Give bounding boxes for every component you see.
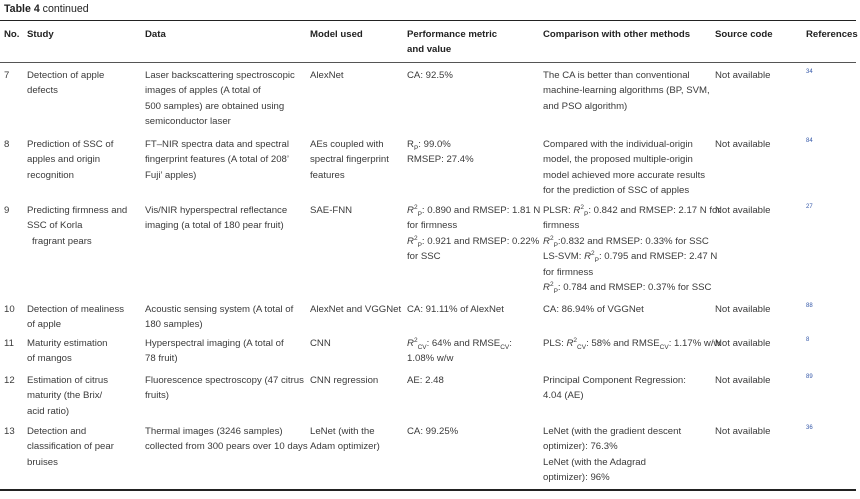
header-comparison: Comparison with other methods <box>543 29 691 40</box>
row-performance: $R^2_P$: 0.890 and RMSEP: 1.81 N for firmness $R^2_P$: 0.921 and RMSEP: 0.22% for SSC <box>407 203 541 263</box>
row-model: SAE-FNN <box>310 205 353 216</box>
header-references: References <box>806 29 858 40</box>
row-data: Thermal images (3246 samples) collected from 300 pears over 10 days <box>145 426 308 453</box>
row-no: 12 <box>4 375 15 386</box>
row-model: AEs coupled with spectral fingerprint features <box>310 139 389 181</box>
row-data: Laser backscattering spectroscopic images of apples (A total of 500 samples) are obtained using semiconductor laser <box>145 70 295 128</box>
row-model: LeNet (with the Adam optimizer) <box>310 426 380 453</box>
row-model: CNN regression <box>310 375 379 386</box>
header-no: No. <box>4 29 20 40</box>
row-comparison: PLSR: $R^2_P$: 0.842 and RMSEP: 2.17 N for firmness $R^2_P:0.832$ and RMSEP: 0.33% for SSC LS-SVM: $R^2_P$: 0.795 and RMSEP: 2.47 N for firmness $R^2_P$: 0.784 and RMSEP: 0.37% for SSC <box>543 203 721 295</box>
row-study: Detection of apple defects <box>27 70 105 97</box>
row-performance: CA: 92.5% <box>407 70 453 81</box>
row-data: FT–NIR spectra data and spectral fingerprint features (A total of 208’ Fuji’ apples) <box>145 139 289 181</box>
row-comparison: The CA is better than conventional machine-learning algorithms (BP, SVM, and PSO algorithm) <box>543 70 710 112</box>
row-source: Not available <box>715 375 771 386</box>
row-performance: CA: 99.25% <box>407 426 459 437</box>
row-source: Not available <box>715 70 771 81</box>
reference-link[interactable]: 89 <box>806 374 813 380</box>
row-study: Prediction of SSC of apples and origin recognition <box>27 139 114 181</box>
row-model: AlexNet <box>310 70 344 81</box>
row-study: Detection and classification of pear bruises <box>27 426 114 468</box>
row-source: Not available <box>715 139 771 150</box>
reference-link[interactable]: 27 <box>806 204 813 210</box>
row-no: 7 <box>4 70 10 81</box>
row-model: AlexNet and VGGNet <box>310 304 402 315</box>
row-performance: AE: 2.48 <box>407 375 444 386</box>
row-study: Predicting firmness and SSC of Korla fragrant pears <box>27 205 128 247</box>
row-comparison: Compared with the individual-origin model, the proposed multiple-origin model achieved more accurate results for the prediction of SSC of apples <box>543 139 706 197</box>
row-data: Hyperspectral imaging (A total of 78 fruit) <box>145 338 284 365</box>
row-performance: $R^2_{CV}$: 64% and $RMSE_{CV}$: 1.08% w/w <box>407 336 512 365</box>
header-study: Study <box>27 29 54 40</box>
header-performance: Performance metric and value <box>407 29 498 56</box>
reference-link[interactable]: 88 <box>806 303 813 309</box>
row-data: Fluorescence spectroscopy (47 citrus fruits) <box>145 375 304 402</box>
row-source: Not available <box>715 338 771 349</box>
row-model: CNN <box>310 338 331 349</box>
row-study: Detection of mealiness of apple <box>27 304 125 331</box>
row-no: 13 <box>4 426 15 437</box>
header-model: Model used <box>310 29 363 40</box>
header-rule <box>0 62 856 63</box>
row-no: 9 <box>4 205 10 216</box>
row-comparison: Principal Component Regression: 4.04 (AE) <box>543 375 686 402</box>
row-data: Vis/NIR hyperspectral reflectance imaging (a total of 180 pear fruit) <box>145 205 288 232</box>
reference-link[interactable]: 36 <box>806 425 813 431</box>
row-source: Not available <box>715 426 771 437</box>
table-label: Table 4 <box>4 3 40 15</box>
header-data: Data <box>145 29 166 40</box>
row-source: Not available <box>715 304 771 315</box>
row-study: Maturity estimation of mangos <box>27 338 108 365</box>
row-performance: $R_P$: 99.0% RMSEP: 27.4% <box>407 139 474 166</box>
reference-link[interactable]: 84 <box>806 138 813 144</box>
table-caption <box>4 2 89 17</box>
row-comparison: PLS: $R^2_{CV}$: 58% and $RMSE_{CV}$: 1.17% w/w <box>543 336 721 351</box>
row-comparison: CA: 86.94% of VGGNet <box>543 304 644 315</box>
table-continued: continued <box>42 3 89 15</box>
row-study: Estimation of citrus maturity (the Brix/ acid ratio) <box>27 375 109 417</box>
reference-link[interactable]: 34 <box>806 69 813 75</box>
row-no: 8 <box>4 139 10 150</box>
row-no: 11 <box>4 338 14 349</box>
row-source: Not available <box>715 205 771 216</box>
bottom-rule <box>0 489 856 491</box>
row-performance: CA: 91.11% of AlexNet <box>407 304 504 315</box>
reference-link[interactable]: 8 <box>806 337 810 343</box>
top-rule <box>0 20 856 21</box>
row-comparison: LeNet (with the gradient descent optimizer): 76.3% LeNet (with the Adagrad optimizer): 96% <box>543 426 682 484</box>
row-data: Acoustic sensing system (A total of 180 samples) <box>145 304 294 331</box>
header-source: Source code <box>715 29 773 40</box>
row-no: 10 <box>4 304 15 315</box>
